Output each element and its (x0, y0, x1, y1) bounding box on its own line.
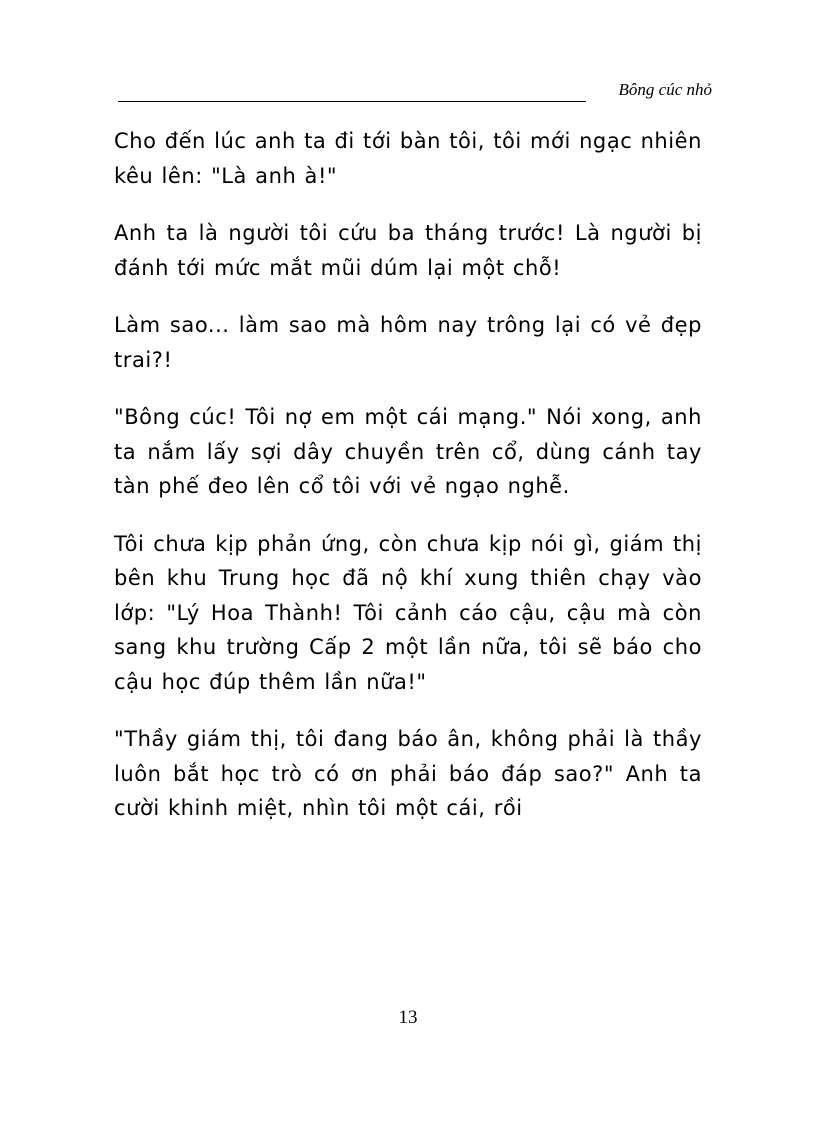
paragraph: "Thầy giám thị, tôi đang báo ân, không phải là thầy luôn bắt học trò có ơn phải báo đáp sao?" Anh ta cười khinh miệt, nhìn tôi một cái, rồi (114, 727, 702, 820)
page-body (114, 124, 702, 849)
paragraph: Anh ta là người tôi cứu ba tháng trước! Là người bị đánh tới mức mắt mũi dúm lại một chỗ! (114, 221, 702, 280)
running-header (118, 78, 712, 104)
paragraph: Cho đến lúc anh ta đi tới bàn tôi, tôi mới ngạc nhiên kêu lên: "Là anh à!" (114, 129, 702, 188)
page-number: 13 (398, 1007, 418, 1028)
paragraph: Tôi chưa kịp phản ứng, còn chưa kịp nói gì, giám thị bên khu Trung học đã nộ khí xung thiên chạy vào lớp: "Lý Hoa Thành! Tôi cảnh cáo cậu, cậu mà còn sang khu trường Cấp 2 một lần nữa, tôi sẽ báo cho cậu học đúp thêm lần nữa!" (114, 531, 702, 694)
paragraph: Làm sao... làm sao mà hôm nay trông lại có vẻ đẹp trai?! (114, 313, 702, 372)
book-title: Bông cúc nhỏ (618, 80, 712, 99)
paragraph: "Bông cúc! Tôi nợ em một cái mạng." Nói xong, anh ta nắm lấy sợi dây chuyền trên cổ, dùng cánh tay tàn phế đeo lên cổ tôi với vẻ ngạo nghễ. (114, 405, 702, 498)
header-rule (118, 101, 586, 102)
